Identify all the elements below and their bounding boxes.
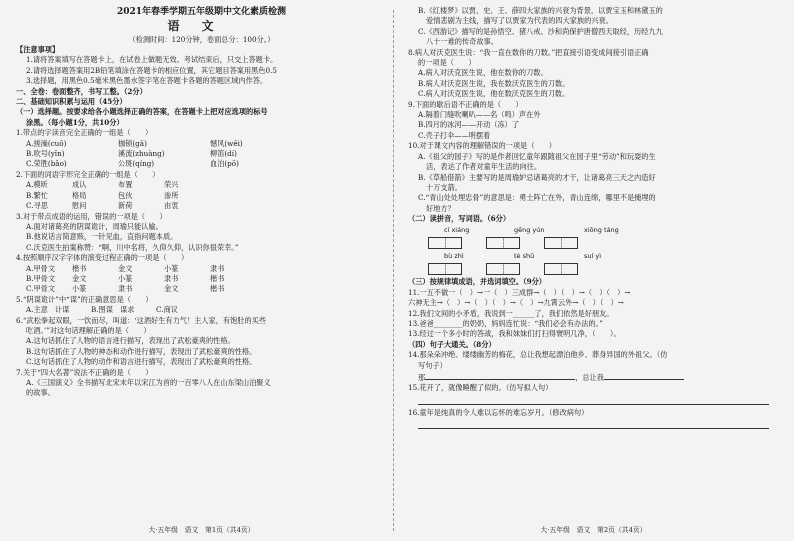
q8-option-b: B.病人对沃克医生说，我在数沃克医生的刀数。 xyxy=(418,78,570,88)
answer-prefix: 那 xyxy=(418,373,426,382)
q1-row-b xyxy=(16,149,387,159)
option: 枷锁(gā) xyxy=(118,138,147,148)
answer-line[interactable] xyxy=(418,394,769,405)
question-15: 15.花开了，就像睡醒了似的。（仿写拟人句） xyxy=(408,383,553,393)
answer-box[interactable] xyxy=(486,237,520,249)
question-13b: 13.经过一个多小时的答战，我和妹妹们打扫得寰明几净，（ ）。 xyxy=(408,329,621,339)
question-12: 12.我们文间的小矛盾，我说到一______了，我们依然是好朋友。 xyxy=(408,308,614,318)
question-14: 14.那朵朵冲绝、缕缕幽芳的梅花，总让我想起漂泊他乡、葬身异国的外祖父。（仿 xyxy=(408,350,668,360)
option: 由衷 xyxy=(164,201,179,211)
option: 隶书 xyxy=(210,263,225,273)
pinyin-row-bottom xyxy=(408,251,779,261)
question-14-cont: 写句子） xyxy=(418,360,447,370)
part-1-intro-cont: 涂黑。（每小题1分，共10分） xyxy=(26,117,124,127)
question-13: 13.爸爸________的奶奶，妈妈连忙说：“我们必会有办法的。” xyxy=(408,318,603,328)
q8-option-c: C.病人对沃克医生说，他在数沃克医生的刀数。 xyxy=(418,89,570,99)
option: 隶书 xyxy=(164,273,179,283)
page-footer: 大·五年级 语文 第1页（共4页） xyxy=(148,525,255,534)
option: 格局 xyxy=(72,190,87,200)
option: 布置 xyxy=(118,180,133,190)
page-divider xyxy=(393,10,394,531)
q10-option-b: B.《草船借箭》主要写的是周瑜妒忌诸葛亮的才干，让诸葛亮三天之内造好 xyxy=(418,172,656,182)
answer-box[interactable] xyxy=(544,237,578,249)
question-4: 4.按照顺序汉字字体的演变过程正确的一项是（ ） xyxy=(16,253,189,263)
q6-option-b: B.这句话抓住了人物的神态和动作进行描写，表现出了武松豪爽的性格。 xyxy=(26,346,257,356)
option: 渗所 xyxy=(164,190,179,200)
pattern-line-2: 六神无主→（ ）→（ ）（ ）→（ ）→九霄云外→（ ）（ ）→ xyxy=(408,298,624,308)
option: 金文 xyxy=(118,263,133,273)
q7-option-b: B.《红楼梦》以贾、史、王、薛四大家族的兴衰为背景，以贾宝玉和林黛玉的 xyxy=(418,6,663,15)
option: 楷书 xyxy=(210,284,225,294)
answer-box[interactable] xyxy=(544,263,578,275)
q2-row-b xyxy=(16,191,387,201)
option: 金文 xyxy=(72,273,87,283)
part-3-title: （三）按规律填成语，并选词填空。（9分） xyxy=(408,277,546,287)
q10-option-a-cont: 活，表达了作者对童年生活的向往。 xyxy=(426,162,542,172)
answer-boxes-bottom xyxy=(408,261,779,277)
q7-option-c: C.《西游记》描写的是孙悟空、猪八戒、沙和尚保护唐僧西天取经，历经九九 xyxy=(418,26,663,36)
answer-mid: ，总让我 xyxy=(575,373,604,382)
option: 慰问 xyxy=(72,201,87,211)
part-1-intro: （一）选择题。按要求给各小题选择正确的答案，在答题卡上把对应选项的标号 xyxy=(16,107,268,117)
answer-line[interactable] xyxy=(604,371,684,380)
option: 溪流(zhuàng) xyxy=(118,149,165,159)
q4-row-b xyxy=(16,274,387,284)
pinyin: xiōng táng xyxy=(584,225,619,234)
q9-option-b: B.四月的冰河——开动（冻）了 xyxy=(418,120,520,130)
answer-line[interactable] xyxy=(425,371,575,380)
q7-option-b-cont: 爱情悲剧为主线，描写了以贾家为代表的四大家族的兴衰。 xyxy=(426,16,613,26)
q10-option-a: A.《祖父的园子》写的是作者回忆童年跟随祖父在园子里“劳动”和玩耍的生 xyxy=(418,151,656,161)
q4-row-a xyxy=(16,264,387,274)
option: B.吹号(yǐn) xyxy=(26,149,65,159)
notice-title: 【注意事项】 xyxy=(16,45,60,54)
pinyin: bù zhì xyxy=(444,251,464,260)
pinyin-row-top xyxy=(408,225,779,235)
q10-option-c: C.“青山处处埋忠骨”的意思是：勇士阵亡在外，青山连绵，哪里不是掩埋的 xyxy=(418,193,656,203)
answer-box[interactable] xyxy=(428,237,462,249)
option: 小篆 xyxy=(164,263,179,273)
answer-box[interactable] xyxy=(428,263,462,275)
question-2: 2.下面的词语字形完全正确的一组是（ ） xyxy=(16,169,160,179)
pinyin: suí yì xyxy=(584,251,602,260)
option: 血泊(pō) xyxy=(210,159,239,169)
section-1: 一、全卷：卷面整齐，书写工整。（2分） xyxy=(16,86,147,96)
question-14-answer xyxy=(408,371,779,383)
q6-option-a: A.这句话抓住了人物的语言进行描写，表现出了武松豪爽的性格。 xyxy=(26,336,235,346)
q8-option-a: A.病人对沃克医生说，他在数你的刀数。 xyxy=(418,68,548,78)
question-6-cont: 吃酒。’”对这句话理解正确的是（ ） xyxy=(26,325,151,335)
pattern-line-1: 11.一五不做一（ ）→一（ ）三成群→（ ）（ ）→（ ）（ ）→ xyxy=(408,287,631,297)
option: C.寻思 xyxy=(26,201,48,211)
q2-row-c xyxy=(16,201,387,211)
option: 新荷 xyxy=(118,201,133,211)
option: 小篆 xyxy=(72,284,87,294)
option: A.模昕 xyxy=(26,180,48,190)
q10-option-c-cont: 好地方？ xyxy=(426,203,455,213)
option: 柳笛(dí) xyxy=(210,149,237,159)
pinyin: tè shū xyxy=(514,251,535,260)
q5-options: A.主意 计谋 B.图谋 谋求 C.商议 xyxy=(26,305,178,315)
option: 小篆 xyxy=(118,273,133,283)
part-2-title: （二）读拼音，写词语。（6分） xyxy=(408,214,511,224)
option: B.繁忙 xyxy=(26,190,48,200)
q3-option-a: A.面对诸葛亮的阴谋诡计，周瑜只能认输。 xyxy=(26,221,163,231)
option: 荣兴 xyxy=(164,180,179,190)
exam-title: 2021年春季学期五年级期中文化素质检测 xyxy=(116,7,287,17)
option: A.甲骨文 xyxy=(26,263,56,273)
q7-option-c-cont: 八十一难的传奇故事。 xyxy=(426,37,498,47)
option: 楷书 xyxy=(72,263,87,273)
question-5: 5.“阴谋诡计”中“谋”的正确意思是（ ） xyxy=(16,294,153,304)
q2-row-a xyxy=(16,180,387,190)
option: 成认 xyxy=(72,180,87,190)
option: C.荣胜(bǎo) xyxy=(26,159,67,169)
option: A.搓澡(cuō) xyxy=(26,138,67,148)
q7-option-a: A.《三国演义》全书描写北宋末年以宋江为首的一百零八人在山东梁山泊聚义 xyxy=(26,378,271,387)
pinyin: cí xiáng xyxy=(444,225,470,234)
notice-2: 2.请将选择题答案用2B铅笔填涂在答题卡的相应位置，其它题目答案用黑色0.5 xyxy=(26,65,277,75)
exam-subject: 语文 xyxy=(167,19,236,33)
option: 包伙 xyxy=(118,190,133,200)
question-9: 9.下面的歇后语不正确的是（ ） xyxy=(408,99,523,109)
q9-option-c: C.壳子打伞——明摆着 xyxy=(418,130,491,140)
q3-option-c: C.沃克医生拍案称赞：“啊，川中名将，久仰久仰，认识你很荣幸。” xyxy=(26,242,239,252)
question-8: 8.病人对沃克医生说：“我一直在数你的刀数。”把直接引语变成间接引语正确 xyxy=(408,47,649,57)
option: B.甲骨文 xyxy=(26,273,56,283)
q6-option-c: C.这句话抓住了人物的动作和语言进行描写，表现出了武松豪爽的性格。 xyxy=(26,357,257,367)
answer-boxes-top xyxy=(408,235,779,251)
question-3: 3.对于带点成语的运用，错误的一项是（ ） xyxy=(16,211,167,221)
answer-line[interactable] xyxy=(418,418,769,429)
notice-3: 3.选择题，用黑色0.5毫米黑色墨水签字笔在答题卡各题的答题区域内作答。 xyxy=(26,76,268,86)
answer-box[interactable] xyxy=(486,263,520,275)
question-10: 10.对于课文内容的理解错误的一项是（ ） xyxy=(408,141,556,151)
q1-row-a xyxy=(16,139,387,149)
q3-option-b: B.他说话言简意赅，一针见血，直指问题本质。 xyxy=(26,232,178,242)
part-4-title: （四）句子大通关。（8分） xyxy=(408,339,496,349)
question-16: 16.童年是纯真的令人难以忘怀的难忘岁月。（修改病句） xyxy=(408,407,589,417)
option: 楷书 xyxy=(210,273,225,283)
option: 金文 xyxy=(164,284,179,294)
question-8-cont: 的一项是（ ） xyxy=(418,58,476,68)
question-7: 7.关于“四大名著”说法不正确的是（ ） xyxy=(16,367,153,377)
option: 隶书 xyxy=(118,284,133,294)
option: 公斑(qíng) xyxy=(118,159,155,169)
pinyin: gēng yún xyxy=(514,225,545,234)
exam-time-info: （检测时间：120分钟，卷面总分：100分。） xyxy=(128,35,275,44)
q7-option-a-cont: 的故事。 xyxy=(26,388,55,398)
q1-row-c xyxy=(16,159,387,169)
q9-option-a: A.隔着门缝吹喇叭——名（鸣）声在外 xyxy=(418,110,541,120)
page-1 xyxy=(10,4,393,537)
q10-option-b-cont: 十万支箭。 xyxy=(426,182,462,192)
q4-row-c xyxy=(16,284,387,294)
page-2 xyxy=(402,4,785,537)
page-footer: 大·五年级 语文 第2页（共4页） xyxy=(540,525,647,534)
option: C.甲骨文 xyxy=(26,284,56,294)
section-2: 二、基础知识积累与运用（45分） xyxy=(16,97,127,107)
option: 憾风(wēi) xyxy=(210,138,243,148)
question-6: 6.“武松拳起双眼，一饮而尽，叫道：‘这酒好生有力气！主人家，有饱肚的买些 xyxy=(16,315,267,325)
notice-1: 1.请将答案填写在答题卡上，在试卷上做题无效。考试结束后，只交上答题卡。 xyxy=(26,55,278,65)
question-1: 1.带点的字读音完全正确的一组是（ ） xyxy=(16,128,153,138)
